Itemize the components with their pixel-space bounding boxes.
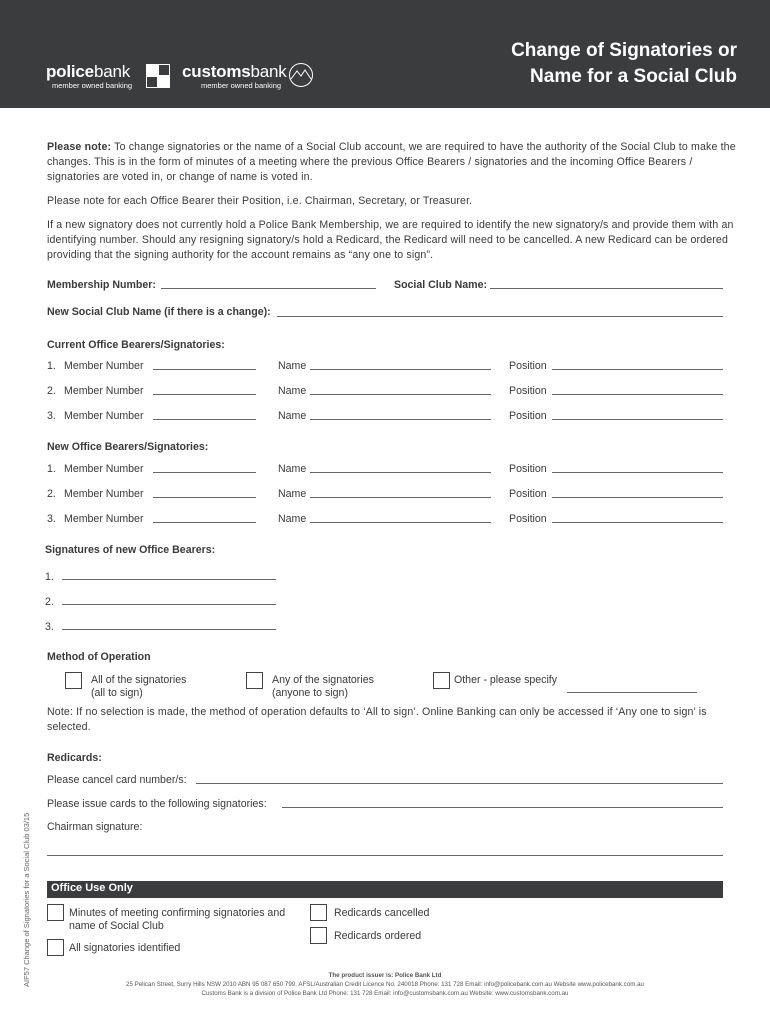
footer-customs: Customs Bank is a division of Police Bank Ltd Phone: 131 728 Email: info@customsbank.com.au Website: www.customsbank.com.au [201, 990, 569, 997]
intro-paragraph-3: If a new signatory does not currently hold a Police Bank Membership, we are required to identify the new signatory/s and provide them with an identifying number. Should any resigning signatory/s hold a Redicard, the Redicard will need to be cancelled. A new Redicard can be ordered providing that the signing authority for the account remains as “any one to sign”. [47, 219, 734, 261]
name-label: Name [278, 410, 307, 422]
policebank-tagline: member owned banking [52, 81, 133, 90]
row-number: 2. [47, 385, 56, 397]
all-signatories-sublabel: (all to sign) [91, 687, 143, 699]
position-field[interactable] [552, 369, 723, 370]
all-identified-checkbox[interactable] [47, 939, 64, 956]
issue-cards-field[interactable] [282, 807, 723, 808]
customsbank-emblem-icon [286, 62, 316, 88]
other-method-field[interactable] [567, 692, 697, 693]
all-signatories-label: All of the signatories [91, 674, 187, 686]
policebank-checker-icon [146, 64, 170, 88]
signature-field[interactable] [62, 629, 276, 630]
name-label: Name [278, 463, 307, 475]
other-method-checkbox[interactable] [433, 672, 450, 689]
membership-number-label: Membership Number: [47, 279, 156, 291]
name-field[interactable] [310, 522, 491, 523]
title-line-2: Name for a Social Club [530, 66, 737, 87]
title-line-1: Change of Signatories or [511, 40, 737, 61]
note-label: Please note: [47, 141, 112, 153]
member-number-label: Member Number [64, 410, 144, 422]
member-number-label: Member Number [64, 385, 144, 397]
page-header [0, 0, 770, 108]
signature-field[interactable] [62, 579, 276, 580]
chairman-signature-field[interactable] [47, 855, 723, 856]
footer-issuer: The product issuer is: Police Bank Ltd [328, 972, 442, 979]
cancel-cards-field[interactable] [196, 783, 723, 784]
method-heading: Method of Operation [47, 651, 151, 663]
footer-address: 25 Pelican Street, Surry Hills NSW 2010 ABN 95 087 650 799. AFSL/Australian Credit Licence No. 240018 Phone: 131 728 Email: info@policebank.com.au Website www.policebank.com.au [126, 981, 644, 988]
position-field[interactable] [552, 419, 723, 420]
member-number-field[interactable] [153, 369, 256, 370]
page-title [511, 38, 737, 90]
office-use-heading: Office Use Only [47, 881, 723, 898]
member-number-label: Member Number [64, 488, 144, 500]
member-number-label: Member Number [64, 463, 144, 475]
customsbank-tagline: member owned banking [201, 81, 282, 90]
cancel-cards-label: Please cancel card number/s: [47, 774, 187, 786]
name-label: Name [278, 513, 307, 525]
member-number-field[interactable] [153, 497, 256, 498]
position-label: Position [509, 488, 547, 500]
current-bearers-heading: Current Office Bearers/Signatories: [47, 339, 225, 351]
issue-cards-label: Please issue cards to the following signatories: [47, 798, 267, 810]
name-label: Name [278, 488, 307, 500]
member-number-label: Member Number [64, 360, 144, 372]
signatures-heading: Signatures of new Office Bearers: [45, 544, 216, 556]
name-field[interactable] [310, 394, 491, 395]
name-label: Name [278, 385, 307, 397]
name-field[interactable] [310, 369, 491, 370]
position-label: Position [509, 385, 547, 397]
redicards-ordered-label: Redicards ordered [334, 930, 422, 942]
membership-number-field[interactable] [161, 288, 376, 289]
customsbank-logo: customsbank [182, 62, 287, 81]
chairman-signature-label: Chairman signature: [47, 821, 143, 833]
name-field[interactable] [310, 419, 491, 420]
position-label: Position [509, 463, 547, 475]
redicards-cancelled-checkbox[interactable] [310, 904, 327, 921]
social-club-name-label: Social Club Name: [394, 279, 488, 291]
member-number-field[interactable] [153, 394, 256, 395]
policebank-logo: policebank [46, 62, 131, 81]
member-number-field[interactable] [153, 472, 256, 473]
name-field[interactable] [310, 497, 491, 498]
row-number: 1. [47, 463, 56, 475]
social-club-name-field[interactable] [490, 288, 723, 289]
member-number-field[interactable] [153, 522, 256, 523]
name-label: Name [278, 360, 307, 372]
member-number-label: Member Number [64, 513, 144, 525]
position-label: Position [509, 513, 547, 525]
method-note: Note: If no selection is made, the method of operation defaults to ‘All to sign’. Online Banking can only be accessed if ‘Any one to sign’ is selected. [47, 706, 707, 733]
row-number: 1. [47, 360, 56, 372]
new-social-club-name-label: New Social Club Name (if there is a change): [47, 306, 271, 318]
minutes-checkbox[interactable] [47, 904, 64, 921]
intro-note [47, 140, 737, 185]
name-field[interactable] [310, 472, 491, 473]
position-label: Position [509, 410, 547, 422]
any-signatory-checkbox[interactable] [246, 672, 263, 689]
other-method-label: Other - please specify [454, 674, 558, 686]
redicards-ordered-checkbox[interactable] [310, 927, 327, 944]
minutes-sublabel: name of Social Club [69, 920, 164, 932]
member-number-field[interactable] [153, 419, 256, 420]
minutes-label: Minutes of meeting confirming signatories and [69, 907, 286, 919]
redicards-heading: Redicards: [47, 752, 102, 764]
all-signatories-checkbox[interactable] [65, 672, 82, 689]
new-bearers-heading: New Office Bearers/Signatories: [47, 441, 209, 453]
position-field[interactable] [552, 497, 723, 498]
signature-number: 1. [45, 571, 54, 583]
row-number: 3. [47, 513, 56, 525]
signature-number: 2. [45, 596, 54, 608]
redicards-cancelled-label: Redicards cancelled [334, 907, 430, 919]
position-field[interactable] [552, 522, 723, 523]
any-signatory-sublabel: (anyone to sign) [272, 687, 348, 699]
position-field[interactable] [552, 394, 723, 395]
position-field[interactable] [552, 472, 723, 473]
row-number: 2. [47, 488, 56, 500]
position-label: Position [509, 360, 547, 372]
signature-number: 3. [45, 621, 54, 633]
form-code: AIF57 Change of Signatories for a Social Club 03/15 [22, 812, 31, 987]
intro-paragraph-2: Please note for each Office Bearer their Position, i.e. Chairman, Secretary, or Treasurer. [47, 195, 473, 207]
note-text: To change signatories or the name of a Social Club account, we are required to have the authority of the Social Club to make the changes. This is in the form of minutes of a meeting where the previous Office Bearers / signatories and the incoming Office Bearers / signatories are voted in, or change of name is voted in. [47, 141, 736, 183]
new-social-club-name-field[interactable] [277, 316, 723, 317]
all-identified-label: All signatories identified [69, 942, 181, 954]
signature-field[interactable] [62, 604, 276, 605]
any-signatory-label: Any of the signatories [272, 674, 374, 686]
row-number: 3. [47, 410, 56, 422]
